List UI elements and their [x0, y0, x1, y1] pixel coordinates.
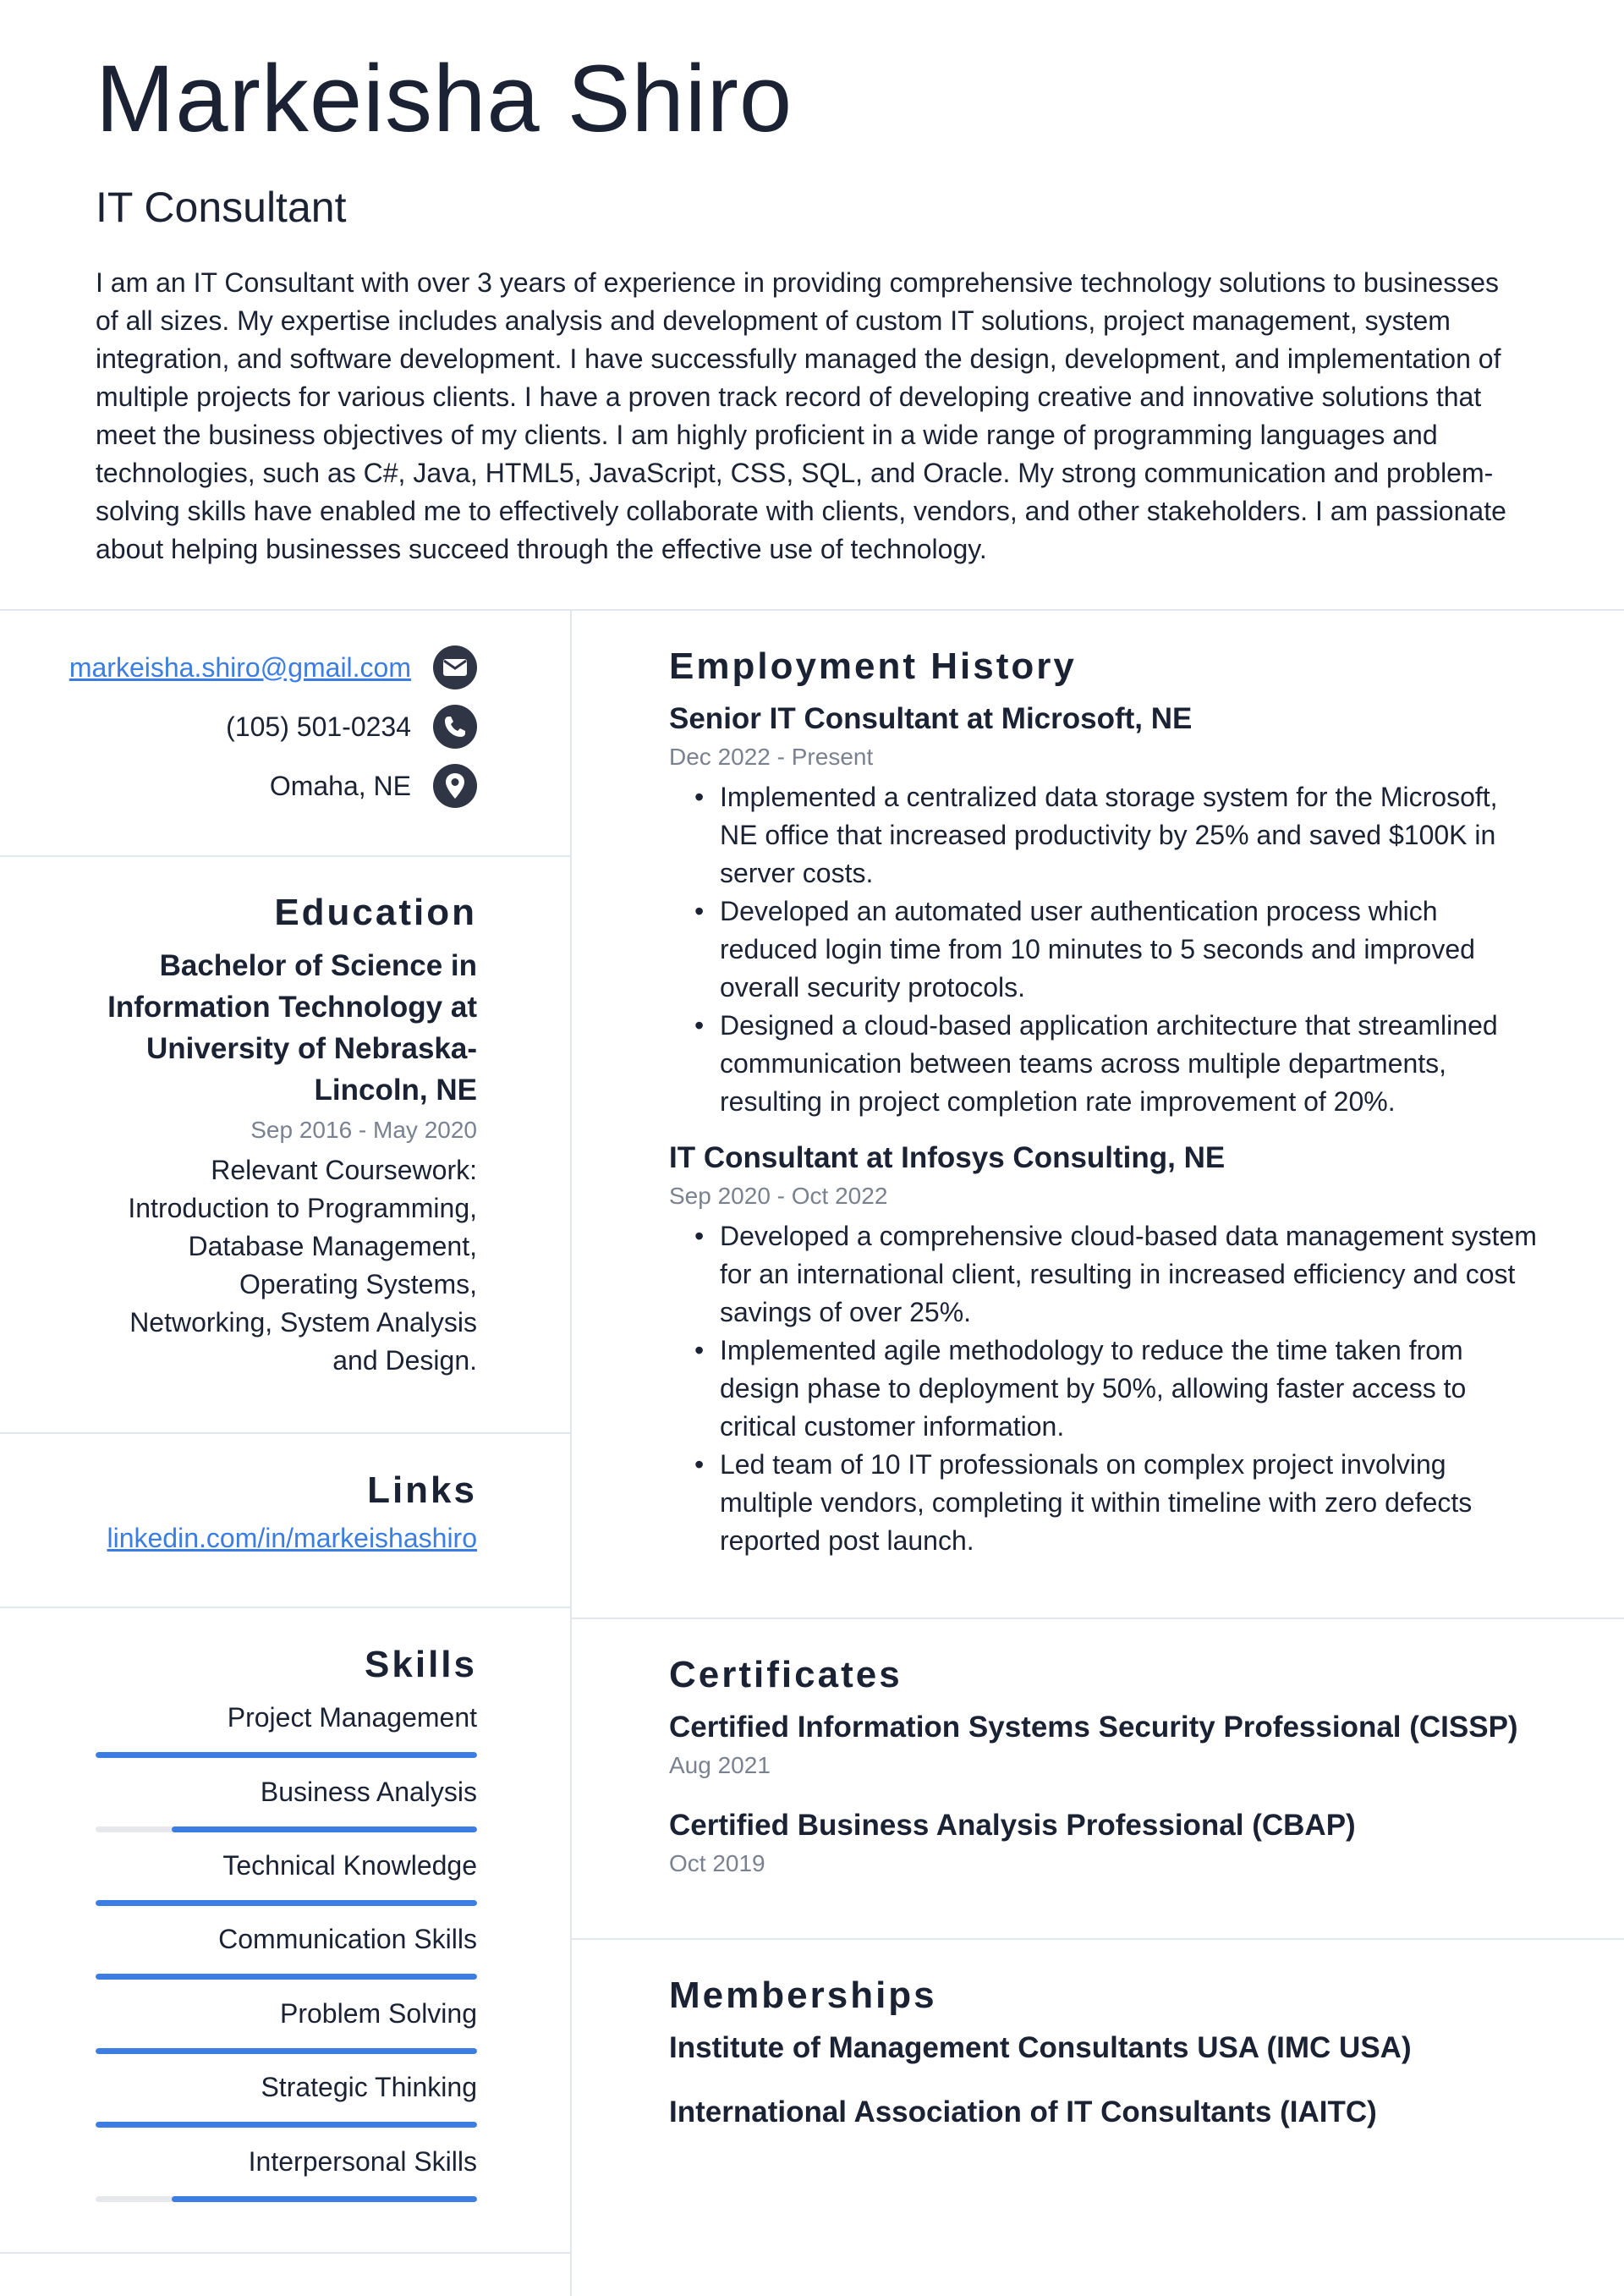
phone-number: (105) 501-0234 [226, 711, 411, 742]
skill-item [96, 2068, 477, 2143]
summary-paragraph: I am an IT Consultant with over 3 years of experience in providing comprehensive technology solutions to businesses of all sizes. My expertise includes analysis and development of custom IT solutions, project management, system integration, and software development. I have successfully managed the design, development, and implementation of multiple projects for various clients. I have a proven track record of developing creative and innovative solutions that meet the business objectives of my clients. I am highly proficient in a wide range of programming languages and technologies, such as C#, Java, HTML5, JavaScript, CSS, SQL, and Oracle. My strong communication and problem-solving skills have enabled me to effectively collaborate with clients, vendors, and other stakeholders. I am passionate about helping businesses succeed through the effective use of technology. [96, 267, 1506, 564]
skill-item [96, 1847, 477, 1921]
column-divider [570, 611, 572, 2296]
job-title: IT Consultant at Infosys Consulting, NE [669, 1141, 1226, 1175]
skill-level-fill [172, 2196, 477, 2202]
linkedin-link[interactable]: linkedin.com/in/markeishashiro [107, 1523, 477, 1554]
links-heading: Links [367, 1469, 477, 1511]
certificate-name: Certified Business Analysis Professional (CBAP) [669, 1809, 1356, 1843]
job-bullets [669, 778, 1540, 1121]
skill-item [96, 1773, 477, 1848]
certificates-heading: Certificates [669, 1654, 903, 1695]
skill-level-fill [96, 2122, 477, 2128]
skill-level-bar [96, 1826, 477, 1832]
skill-name: Problem Solving [280, 1998, 477, 2029]
job-entry [669, 699, 1540, 1121]
job-bullet: • Developed an automated user authentication process which reduced login time from 10 minutes to 5 seconds and improved overall security protocols. [720, 893, 1540, 1007]
map-pin-icon [433, 764, 477, 808]
skills-heading: Skills [365, 1644, 477, 1685]
job-title: Senior IT Consultant at Microsoft, NE [669, 702, 1193, 736]
memberships-section [669, 1975, 1540, 2133]
phone-icon [433, 705, 477, 749]
contact-divider [0, 855, 570, 857]
envelope-icon [433, 645, 477, 689]
location-text: Omaha, NE [269, 770, 411, 801]
skill-level-bar [96, 1752, 477, 1758]
skill-level-bar [96, 2048, 477, 2054]
links-list [96, 1523, 477, 1554]
links-section [96, 1470, 477, 1554]
certificate-name: Certified Information Systems Security Professional (CISSP) [669, 1711, 1518, 1744]
skills-divider [0, 2252, 570, 2254]
employment-divider [572, 1618, 1624, 1619]
education-divider [0, 1432, 570, 1434]
skills-section [96, 1645, 477, 2203]
skill-item [96, 2143, 477, 2217]
skill-level-bar [96, 2196, 477, 2202]
certificates-divider [572, 1938, 1624, 1940]
employment-section [669, 646, 1540, 1560]
job-bullet: • Led team of 10 IT professionals on complex project involving multiple vendors, completing it within timeline with zero defects reported post launch. [720, 1446, 1540, 1560]
skill-level-fill [96, 2048, 477, 2054]
membership-item: Institute of Management Consultants USA (IMC USA) [669, 2031, 1412, 2065]
job-bullet: • Developed a comprehensive cloud-based data management system for an international client, resulting in increased efficiency and cost savings of over 25%. [720, 1217, 1540, 1332]
skill-name: Interpersonal Skills [248, 2146, 477, 2177]
education-heading: Education [274, 892, 477, 933]
skill-item [96, 1699, 477, 1773]
job-bullet: • Designed a cloud-based application architecture that streamlined communication between teams across multiple departments, resulting in project completion rate improvement of 20%. [720, 1007, 1540, 1121]
employment-heading: Employment History [669, 645, 1077, 687]
skill-name: Communication Skills [218, 1924, 477, 1954]
job-bullets [669, 1217, 1540, 1560]
skill-name: Business Analysis [260, 1777, 477, 1807]
email-link[interactable]: markeisha.shiro@gmail.com [69, 651, 411, 683]
skill-level-fill [172, 1826, 477, 1832]
candidate-name: Markeisha Shiro [96, 46, 793, 151]
education-degree: Bachelor of Science in Information Technology at University of Nebraska-Lincoln, NE [107, 949, 477, 1107]
contact-email-row [69, 646, 477, 689]
certificate-date: Oct 2019 [669, 1850, 765, 1877]
skill-name: Technical Knowledge [222, 1850, 477, 1881]
contact-phone-row [226, 706, 477, 748]
job-dates: Sep 2020 - Oct 2022 [669, 1183, 888, 1210]
skill-level-fill [96, 1974, 477, 1980]
header-divider [0, 609, 1624, 611]
membership-item: International Association of IT Consultants (IAITC) [669, 2096, 1377, 2129]
skill-level-bar [96, 1974, 477, 1980]
skill-item [96, 1920, 477, 1995]
skill-level-fill [96, 1752, 477, 1758]
job-title: IT Consultant [96, 184, 347, 231]
job-dates: Dec 2022 - Present [669, 744, 874, 771]
certificate-date: Aug 2021 [669, 1752, 771, 1779]
job-entry [669, 1138, 1540, 1560]
skill-item [96, 1995, 477, 2069]
skill-level-bar [96, 2122, 477, 2128]
education-section [96, 893, 477, 1380]
certificates-section [669, 1655, 1540, 1880]
memberships-heading: Memberships [669, 1975, 937, 2016]
skill-level-fill [96, 1900, 477, 1906]
skill-name: Project Management [227, 1702, 477, 1733]
contact-section [69, 643, 477, 821]
certificate-item [669, 1805, 1540, 1880]
skill-name: Strategic Thinking [261, 2072, 477, 2102]
links-divider [0, 1607, 570, 1608]
contact-location-row [270, 765, 477, 807]
certificate-item [669, 1707, 1540, 1782]
education-description: Relevant Coursework: Introduction to Programming, Database Management, Operating Systems, Networking, System Analysis and Design. [128, 1155, 477, 1376]
education-dates: Sep 2016 - May 2020 [250, 1117, 477, 1144]
skill-level-bar [96, 1900, 477, 1906]
job-bullet: • Implemented a centralized data storage system for the Microsoft, NE office that increased productivity by 25% and saved $100K in server costs. [720, 778, 1540, 893]
job-bullet: • Implemented agile methodology to reduce the time taken from design phase to deployment by 50%, allowing faster access to critical customer information. [720, 1332, 1540, 1446]
